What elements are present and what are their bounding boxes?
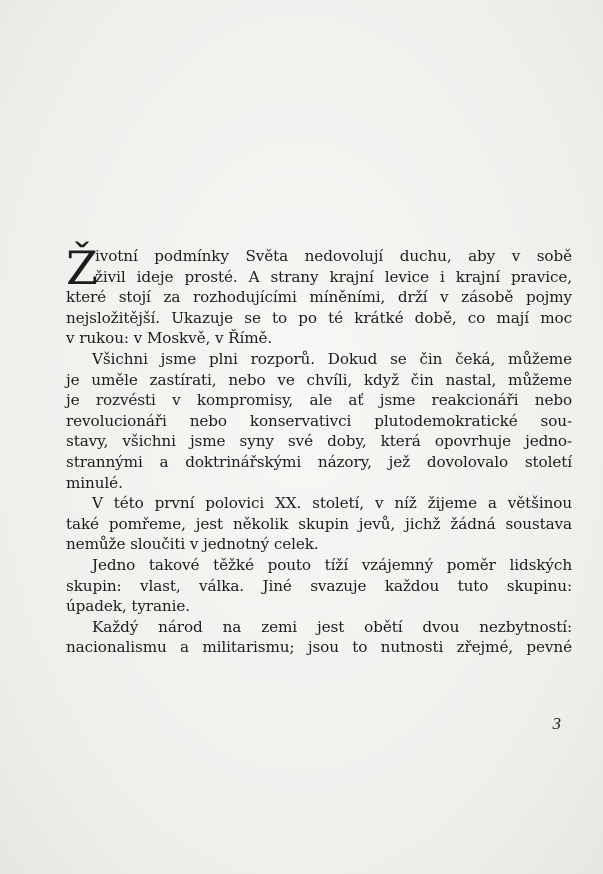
paragraph-3 xyxy=(66,493,572,555)
paragraph-1 xyxy=(66,241,572,349)
text-line: je rozvésti v kompromisy, ale ať jsme reakcionáři nebo xyxy=(66,391,572,410)
text-line: je uměle zastírati, nebo ve chvíli, když čin nastal, můžeme xyxy=(66,370,572,389)
text-line: úpadek, tyranie. xyxy=(66,597,190,616)
paragraph-5 xyxy=(66,617,572,658)
text-line: nejsložitější. Ukazuje se to po té krátké době, co mají moc xyxy=(66,308,572,327)
text-line: revolucionáři nebo konservativci plutodemokratické sou- xyxy=(66,411,572,430)
text-line: minulé. xyxy=(66,473,123,492)
text-line: stavy, všichni jsme syny své doby, která opovrhuje jedno- xyxy=(66,432,572,451)
text-line: strannými a doktrinářskými názory, jež dovolovalo století xyxy=(66,452,572,471)
text-line: skupin: vlast, válka. Jiné svazuje každou tuto skupinu: xyxy=(66,576,572,595)
body-text xyxy=(66,241,572,658)
text-line: Každý národ na zemi jest obětí dvou nezbytností: xyxy=(92,617,572,636)
paragraph-4 xyxy=(66,555,572,617)
text-line: Všichni jsme plni rozporů. Dokud se čin čeká, můžeme xyxy=(92,349,572,368)
text-line: živil ideje prosté. A strany krajní levice i krajní pravice, xyxy=(95,267,572,286)
text-line: V této první polovici XX. století, v níž žijeme a většinou xyxy=(92,494,572,513)
page-number: 3 xyxy=(552,714,561,733)
paragraph-2 xyxy=(66,349,572,493)
text-line: nemůže sloučiti v jednotný celek. xyxy=(66,535,319,554)
drop-cap: Ž xyxy=(66,241,98,295)
text-line: Jedno takové těžké pouto tíží vzájemný poměr lidských xyxy=(92,555,572,574)
text-line: které stojí za rozhodujícími míněními, drží v zásobě pojmy xyxy=(66,288,572,307)
text-line: také pomřeme, jest několik skupin jevů, jichž žádná soustava xyxy=(66,514,572,533)
text-line: v rukou: v Moskvě, v Římě. xyxy=(66,329,273,348)
text-line: nacionalismu a militarismu; jsou to nutnosti zřejmé, pevné xyxy=(66,638,572,657)
text-line: ivotní podmínky Světa nedovolují duchu, aby v sobě xyxy=(95,247,572,265)
